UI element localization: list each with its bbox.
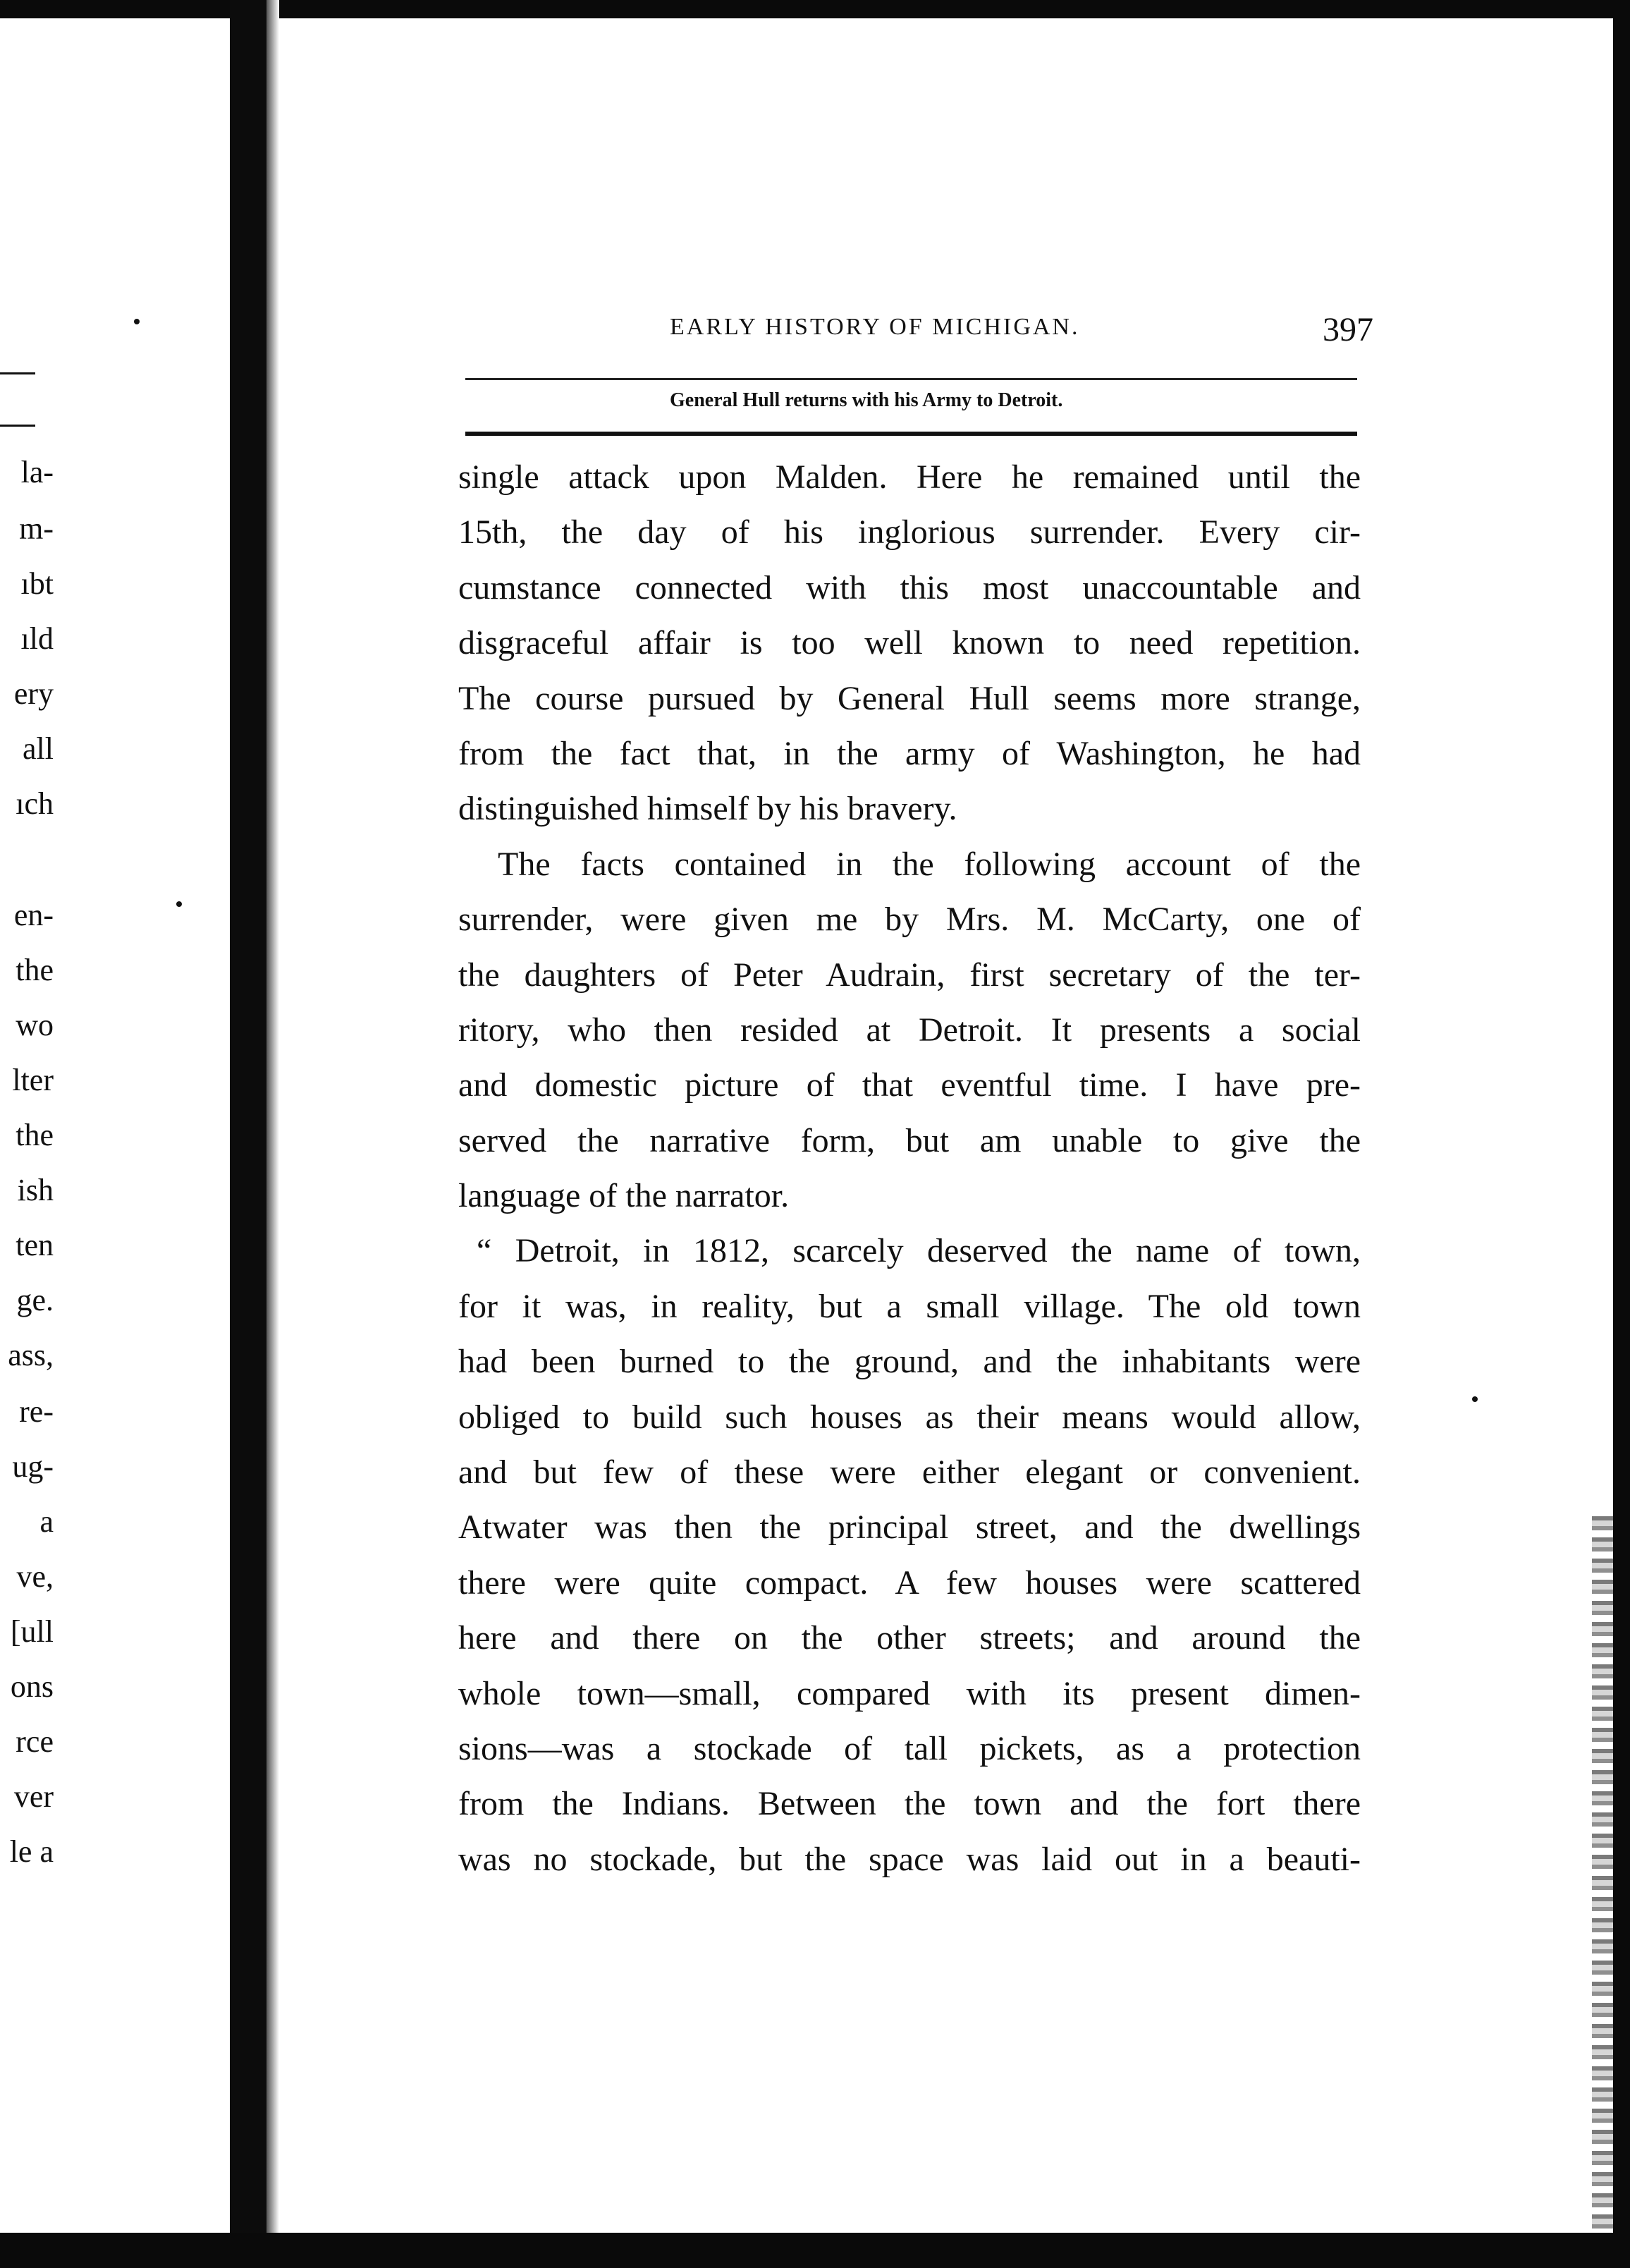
text-line: had been burned to the ground, and the inhabitants were <box>458 1343 1361 1381</box>
text-line: from the Indians. Between the town and the fort there <box>458 1785 1361 1823</box>
text-line: 15th, the day of his inglorious surrender. Every cir- <box>458 513 1361 551</box>
text-line: and but few of these were either elegant or convenient. <box>458 1453 1361 1492</box>
text-line: disgraceful affair is too well known to need repetition. <box>458 624 1361 662</box>
left-line-fragment: ge. <box>16 1283 54 1317</box>
left-line-fragment: a <box>39 1504 54 1539</box>
text-line: ritory, who then resided at Detroit. It presents a social <box>458 1011 1361 1049</box>
text-line: was no stockade, but the space was laid out in a beauti- <box>458 1840 1361 1878</box>
text-line: obliged to build such houses as their means would allow, <box>458 1398 1361 1436</box>
book-gutter <box>230 0 266 2268</box>
header-rule-thick <box>465 432 1357 436</box>
scan-speck <box>176 901 182 907</box>
gutter-shadow <box>266 0 279 2268</box>
left-line-fragment: all <box>23 731 54 766</box>
body-text <box>458 450 1361 1887</box>
left-line-fragment: ver <box>13 1779 54 1814</box>
text-line: The course pursued by General Hull seems more strange, <box>458 679 1361 717</box>
text-line: whole town—small, compared with its present dimen- <box>458 1674 1361 1712</box>
left-line-fragment: ve, <box>16 1559 54 1594</box>
running-title: EARLY HISTORY OF MICHIGAN. <box>670 314 1080 340</box>
left-line-fragment: le a <box>9 1834 54 1869</box>
text-line: and domestic picture of that eventful time. I have pre- <box>458 1066 1361 1104</box>
left-line-fragment: ten <box>16 1228 54 1262</box>
left-line-fragment: m- <box>19 511 54 546</box>
text-line: single attack upon Malden. Here he remained until the <box>458 458 1361 496</box>
text-line: sions—was a stockade of tall pickets, as a protection <box>458 1729 1361 1767</box>
scan-edge-bottom <box>0 2233 1630 2268</box>
text-line: “ Detroit, in 1812, scarcely deserved the name of town, <box>477 1232 1361 1270</box>
text-line: The facts contained in the following account of the <box>498 845 1361 883</box>
left-line-fragment: ery <box>13 676 54 711</box>
left-page-rule <box>0 372 35 374</box>
left-line-fragment: la- <box>20 455 54 489</box>
left-line-fragment: the <box>16 1118 54 1152</box>
section-subtitle: General Hull returns with his Army to Detroit. <box>670 389 1063 411</box>
left-page-fragment <box>0 0 230 2268</box>
left-line-fragment: ıch <box>16 786 54 821</box>
left-line-fragment: en- <box>13 898 54 932</box>
text-line: surrender, were given me by Mrs. M. McCarty, one of <box>458 901 1361 939</box>
text-line: there were quite compact. A few houses were scattered <box>458 1563 1361 1602</box>
scan-edge-right <box>1613 0 1630 2268</box>
left-line-fragment: ish <box>17 1173 54 1207</box>
left-line-fragment: lter <box>12 1063 54 1097</box>
text-line: the daughters of Peter Audrain, first secretary of the ter- <box>458 956 1361 994</box>
left-line-fragment: [ull <box>10 1614 54 1649</box>
text-line: distinguished himself by his bravery. <box>458 790 957 828</box>
text-line: here and there on the other streets; and around the <box>458 1619 1361 1657</box>
left-line-fragment: ons <box>10 1669 54 1704</box>
left-line-fragment: ıbt <box>20 566 54 601</box>
page-edge-texture <box>1592 1516 1613 2233</box>
text-line: language of the narrator. <box>458 1177 790 1215</box>
text-line: for it was, in reality, but a small village. The old town <box>458 1287 1361 1325</box>
text-line: served the narrative form, but am unable to give the <box>458 1121 1361 1159</box>
left-line-fragment: ass, <box>8 1338 54 1372</box>
left-line-fragment: the <box>16 953 54 987</box>
left-line-fragment: ug- <box>12 1449 54 1484</box>
scan-speck <box>1472 1396 1478 1402</box>
left-line-fragment: re- <box>19 1394 54 1429</box>
text-line: from the fact that, in the army of Washington, he had <box>458 734 1361 772</box>
text-line: cumstance connected with this most unaccountable and <box>458 568 1361 606</box>
header-rule <box>465 378 1357 380</box>
text-line: Atwater was then the principal street, and the dwellings <box>458 1508 1361 1547</box>
scan-speck <box>134 319 140 324</box>
left-line-fragment: wo <box>16 1008 54 1042</box>
left-line-fragment: ıld <box>20 621 54 656</box>
page-number: 397 <box>1323 311 1373 348</box>
left-line-fragment: rce <box>16 1724 54 1759</box>
left-page-rule <box>0 425 35 427</box>
